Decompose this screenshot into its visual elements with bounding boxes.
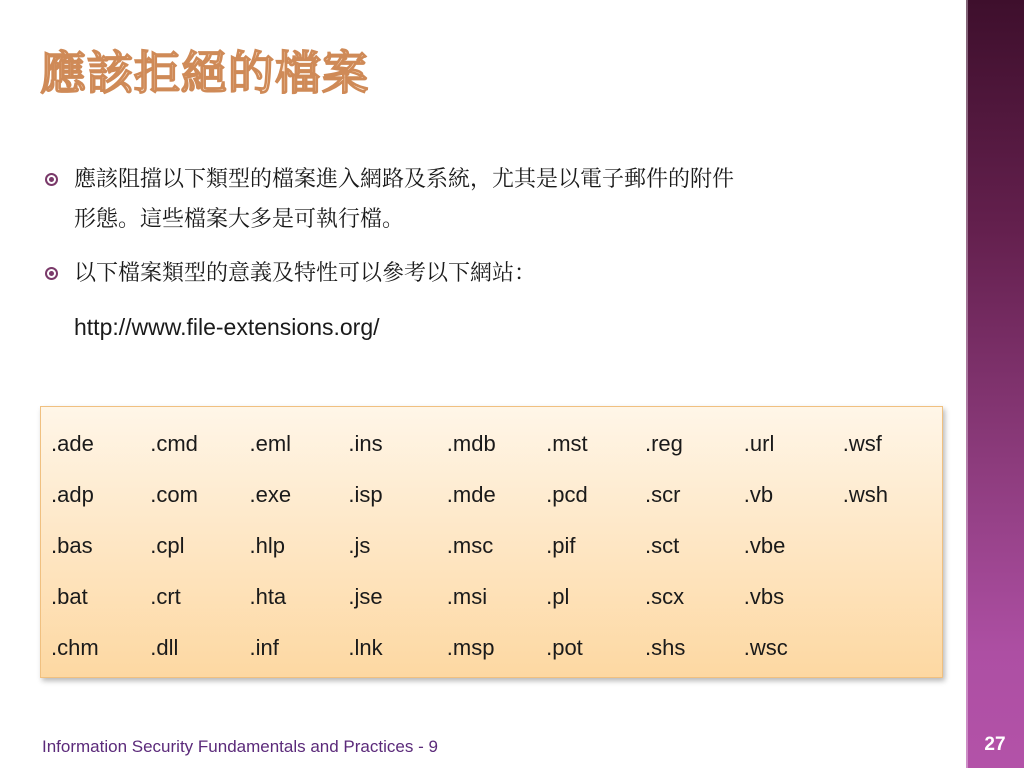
footer-text: Information Security Fundamentals and Practices - 9 — [42, 737, 438, 756]
side-panel-edge — [966, 0, 968, 768]
extension-cell: .mdb — [446, 430, 496, 456]
extension-cell: .reg — [644, 430, 683, 456]
table-row — [51, 469, 942, 520]
extension-cell: .msc — [446, 532, 494, 558]
extension-cell: .jse — [348, 583, 383, 609]
extension-cell: .scx — [644, 583, 685, 609]
extension-cell: .msi — [446, 583, 488, 609]
extension-cell: .pcd — [546, 481, 588, 507]
extensions-table — [51, 418, 942, 673]
extension-cell: .bas — [51, 532, 93, 558]
extension-cell: .vbe — [743, 532, 786, 558]
table-row — [51, 622, 942, 673]
extension-cell: .js — [348, 532, 371, 558]
extension-cell: .sct — [644, 532, 680, 558]
extension-cell — [843, 571, 942, 622]
extension-cell — [843, 520, 942, 571]
extension-cell: .msp — [446, 634, 495, 660]
extension-cell: .mst — [546, 430, 588, 456]
bullet-text-line: 以下檔案類型的意義及特性可以參考以下網站： — [74, 261, 537, 286]
bullet-item — [44, 160, 944, 240]
extension-cell: .scr — [644, 481, 681, 507]
extension-cell: .inf — [249, 634, 279, 660]
extension-cell: .ade — [51, 430, 94, 456]
extension-cell: .com — [150, 481, 198, 507]
extension-cell: .isp — [348, 481, 383, 507]
extension-cell: .bat — [51, 583, 88, 609]
extension-cell: .cpl — [150, 532, 185, 558]
extension-cell: .vbs — [743, 583, 785, 609]
extension-cell: .wsc — [743, 634, 788, 660]
extensions-table-box — [40, 406, 943, 678]
extension-cell: .pot — [546, 634, 583, 660]
bullet-text-line: 應該阻擋以下類型的檔案進入網路及系統，尤其是以電子郵件的附件 — [74, 167, 735, 192]
bullet-item — [44, 254, 944, 294]
extension-cell: .crt — [150, 583, 181, 609]
bullet-text-line: 形態。這些檔案大多是可執行檔。 — [74, 207, 405, 232]
table-row — [51, 520, 942, 571]
extension-cell: .pif — [546, 532, 576, 558]
extension-cell: .wsh — [842, 481, 889, 507]
extension-cell: .ins — [348, 430, 383, 456]
extension-cell: .url — [743, 430, 775, 456]
bullet-circle-icon — [45, 267, 58, 280]
side-decoration-panel — [966, 0, 1024, 768]
extension-cell: .mde — [446, 481, 496, 507]
extension-cell: .chm — [51, 634, 99, 660]
extension-cell: .exe — [249, 481, 292, 507]
slide-title: 應該拒絕的檔案 — [40, 46, 369, 100]
table-row — [51, 418, 942, 469]
extension-cell: .hta — [249, 583, 287, 609]
extension-cell: .vb — [743, 481, 774, 507]
slide-number: 27 — [984, 734, 1006, 755]
extension-cell: .wsf — [842, 430, 882, 456]
extension-cell: .adp — [51, 481, 94, 507]
bullet-circle-icon — [45, 173, 58, 186]
extension-cell: .hlp — [249, 532, 285, 558]
reference-url: http://www.file-extensions.org/ — [74, 314, 380, 340]
extension-cell — [843, 622, 942, 673]
bullet-list — [44, 160, 944, 308]
extension-cell: .lnk — [348, 634, 383, 660]
table-row — [51, 571, 942, 622]
extension-cell: .pl — [546, 583, 570, 609]
extension-cell: .shs — [644, 634, 686, 660]
extension-cell: .dll — [150, 634, 179, 660]
extension-cell: .cmd — [150, 430, 198, 456]
extension-cell: .eml — [249, 430, 292, 456]
